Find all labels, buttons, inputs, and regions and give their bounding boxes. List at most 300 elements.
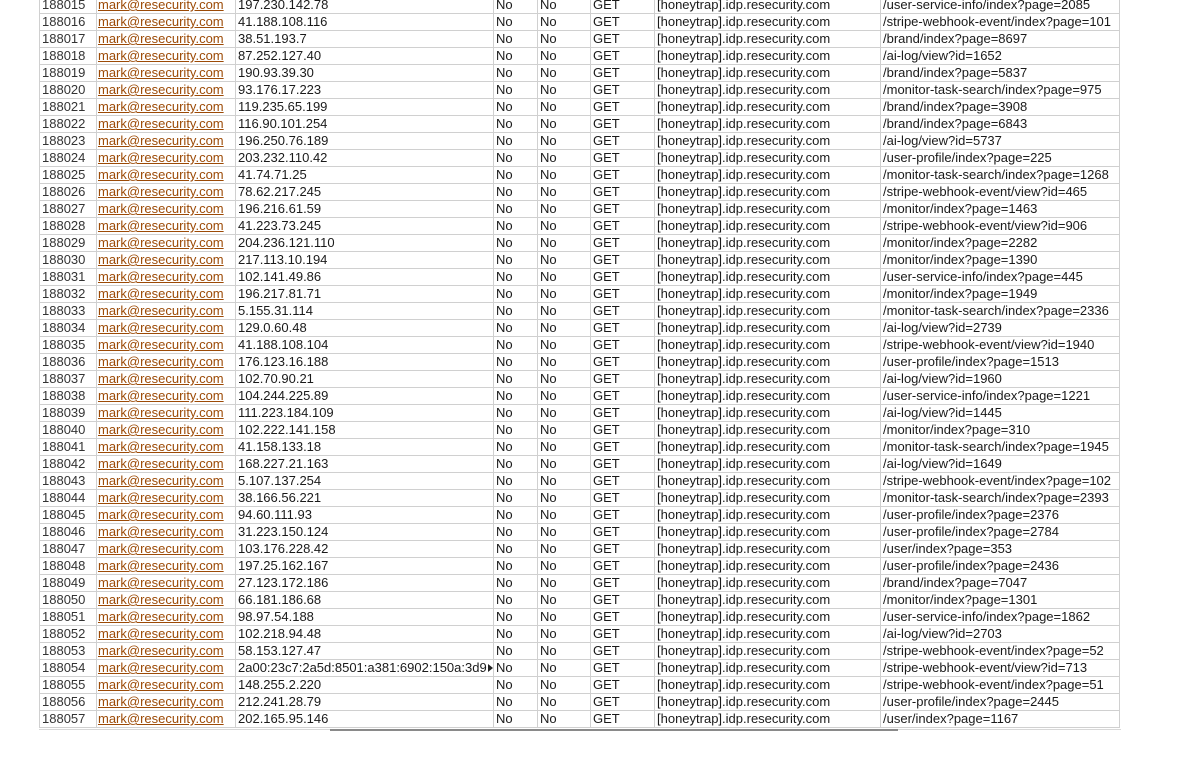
cell-request-path[interactable]	[881, 167, 1120, 184]
table-row[interactable]	[40, 0, 1120, 14]
cell-host[interactable]	[655, 609, 881, 626]
cell-request-path[interactable]	[881, 473, 1120, 490]
cell-email[interactable]	[97, 524, 236, 541]
table-row[interactable]	[40, 65, 1120, 82]
cell-email[interactable]	[97, 711, 236, 728]
cell-row-id[interactable]	[40, 660, 97, 677]
cell-request-path[interactable]	[881, 133, 1120, 150]
cell-host[interactable]	[655, 201, 881, 218]
cell-email[interactable]	[97, 473, 236, 490]
table-row[interactable]	[40, 252, 1120, 269]
cell-request-path[interactable]	[881, 507, 1120, 524]
cell-ip-address[interactable]	[236, 541, 494, 558]
cell-email[interactable]	[97, 303, 236, 320]
cell-email[interactable]	[97, 150, 236, 167]
cell-flag-a[interactable]	[494, 439, 538, 456]
email-link[interactable]: mark@resecurity.com	[98, 150, 224, 165]
cell-flag-a[interactable]	[494, 711, 538, 728]
cell-flag-b[interactable]	[538, 184, 591, 201]
cell-email[interactable]	[97, 422, 236, 439]
email-link[interactable]: mark@resecurity.com	[98, 388, 224, 403]
cell-request-path[interactable]	[881, 354, 1120, 371]
table-row[interactable]	[40, 133, 1120, 150]
table-row[interactable]	[40, 524, 1120, 541]
email-link[interactable]: mark@resecurity.com	[98, 99, 224, 114]
email-link[interactable]: mark@resecurity.com	[98, 439, 224, 454]
cell-ip-address[interactable]	[236, 99, 494, 116]
cell-row-id[interactable]	[40, 116, 97, 133]
cell-flag-a[interactable]	[494, 235, 538, 252]
cell-http-method[interactable]	[591, 82, 655, 99]
cell-ip-address[interactable]	[236, 116, 494, 133]
cell-request-path[interactable]	[881, 456, 1120, 473]
cell-host[interactable]	[655, 439, 881, 456]
cell-ip-address[interactable]	[236, 473, 494, 490]
email-link[interactable]: mark@resecurity.com	[98, 422, 224, 437]
cell-row-id[interactable]	[40, 524, 97, 541]
cell-flag-a[interactable]	[494, 694, 538, 711]
cell-flag-a[interactable]	[494, 65, 538, 82]
cell-ip-address[interactable]	[236, 558, 494, 575]
cell-http-method[interactable]	[591, 150, 655, 167]
cell-row-id[interactable]	[40, 337, 97, 354]
cell-flag-a[interactable]	[494, 252, 538, 269]
cell-host[interactable]	[655, 99, 881, 116]
email-link[interactable]: mark@resecurity.com	[98, 558, 224, 573]
cell-flag-b[interactable]	[538, 99, 591, 116]
cell-host[interactable]	[655, 626, 881, 643]
cell-http-method[interactable]	[591, 99, 655, 116]
cell-http-method[interactable]	[591, 14, 655, 31]
cell-host[interactable]	[655, 269, 881, 286]
cell-http-method[interactable]	[591, 558, 655, 575]
cell-email[interactable]	[97, 269, 236, 286]
cell-row-id[interactable]	[40, 626, 97, 643]
cell-request-path[interactable]	[881, 269, 1120, 286]
email-link[interactable]: mark@resecurity.com	[98, 456, 224, 471]
cell-request-path[interactable]	[881, 541, 1120, 558]
cell-host[interactable]	[655, 575, 881, 592]
cell-flag-b[interactable]	[538, 269, 591, 286]
cell-email[interactable]	[97, 0, 236, 14]
cell-ip-address[interactable]	[236, 269, 494, 286]
cell-request-path[interactable]	[881, 48, 1120, 65]
cell-ip-address[interactable]	[236, 337, 494, 354]
table-row[interactable]	[40, 592, 1120, 609]
cell-request-path[interactable]	[881, 626, 1120, 643]
horizontal-scrollbar[interactable]	[330, 729, 898, 731]
cell-row-id[interactable]	[40, 14, 97, 31]
cell-row-id[interactable]	[40, 269, 97, 286]
cell-request-path[interactable]	[881, 184, 1120, 201]
cell-email[interactable]	[97, 235, 236, 252]
cell-flag-a[interactable]	[494, 456, 538, 473]
cell-flag-a[interactable]	[494, 592, 538, 609]
email-link[interactable]: mark@resecurity.com	[98, 48, 224, 63]
cell-host[interactable]	[655, 150, 881, 167]
cell-ip-address[interactable]	[236, 575, 494, 592]
cell-http-method[interactable]	[591, 439, 655, 456]
cell-row-id[interactable]	[40, 575, 97, 592]
cell-request-path[interactable]	[881, 218, 1120, 235]
cell-request-path[interactable]	[881, 31, 1120, 48]
email-link[interactable]: mark@resecurity.com	[98, 609, 224, 624]
cell-http-method[interactable]	[591, 694, 655, 711]
cell-flag-a[interactable]	[494, 490, 538, 507]
cell-http-method[interactable]	[591, 0, 655, 14]
cell-flag-b[interactable]	[538, 524, 591, 541]
cell-http-method[interactable]	[591, 643, 655, 660]
cell-flag-b[interactable]	[538, 150, 591, 167]
cell-http-method[interactable]	[591, 626, 655, 643]
cell-http-method[interactable]	[591, 252, 655, 269]
cell-request-path[interactable]	[881, 0, 1120, 14]
cell-email[interactable]	[97, 218, 236, 235]
table-row[interactable]	[40, 320, 1120, 337]
cell-flag-b[interactable]	[538, 609, 591, 626]
cell-ip-address[interactable]	[236, 507, 494, 524]
cell-flag-b[interactable]	[538, 643, 591, 660]
cell-request-path[interactable]	[881, 643, 1120, 660]
cell-http-method[interactable]	[591, 201, 655, 218]
cell-host[interactable]	[655, 660, 881, 677]
cell-request-path[interactable]	[881, 252, 1120, 269]
cell-email[interactable]	[97, 48, 236, 65]
table-row[interactable]	[40, 371, 1120, 388]
table-row[interactable]	[40, 99, 1120, 116]
cell-request-path[interactable]	[881, 99, 1120, 116]
cell-email[interactable]	[97, 337, 236, 354]
email-link[interactable]: mark@resecurity.com	[98, 626, 224, 641]
cell-http-method[interactable]	[591, 371, 655, 388]
email-link[interactable]: mark@resecurity.com	[98, 252, 224, 267]
cell-flag-a[interactable]	[494, 14, 538, 31]
cell-ip-address[interactable]	[236, 711, 494, 728]
cell-email[interactable]	[97, 507, 236, 524]
cell-email[interactable]	[97, 456, 236, 473]
cell-row-id[interactable]	[40, 48, 97, 65]
cell-request-path[interactable]	[881, 592, 1120, 609]
cell-ip-address[interactable]	[236, 388, 494, 405]
cell-row-id[interactable]	[40, 507, 97, 524]
cell-ip-address[interactable]	[236, 0, 494, 14]
cell-flag-a[interactable]	[494, 388, 538, 405]
cell-flag-b[interactable]	[538, 133, 591, 150]
cell-row-id[interactable]	[40, 405, 97, 422]
cell-request-path[interactable]	[881, 371, 1120, 388]
cell-flag-b[interactable]	[538, 14, 591, 31]
table-row[interactable]	[40, 677, 1120, 694]
cell-flag-b[interactable]	[538, 541, 591, 558]
email-link[interactable]: mark@resecurity.com	[98, 65, 224, 80]
email-link[interactable]: mark@resecurity.com	[98, 82, 224, 97]
email-link[interactable]: mark@resecurity.com	[98, 133, 224, 148]
cell-flag-b[interactable]	[538, 235, 591, 252]
cell-flag-a[interactable]	[494, 473, 538, 490]
cell-http-method[interactable]	[591, 31, 655, 48]
cell-email[interactable]	[97, 439, 236, 456]
cell-host[interactable]	[655, 82, 881, 99]
cell-http-method[interactable]	[591, 524, 655, 541]
cell-flag-a[interactable]	[494, 31, 538, 48]
cell-ip-address[interactable]	[236, 524, 494, 541]
cell-email[interactable]	[97, 626, 236, 643]
cell-row-id[interactable]	[40, 609, 97, 626]
cell-row-id[interactable]	[40, 456, 97, 473]
cell-row-id[interactable]	[40, 218, 97, 235]
cell-email[interactable]	[97, 286, 236, 303]
cell-row-id[interactable]	[40, 320, 97, 337]
cell-email[interactable]	[97, 252, 236, 269]
table-row[interactable]	[40, 711, 1120, 728]
cell-row-id[interactable]	[40, 82, 97, 99]
cell-row-id[interactable]	[40, 303, 97, 320]
email-link[interactable]: mark@resecurity.com	[98, 405, 224, 420]
cell-row-id[interactable]	[40, 133, 97, 150]
table-row[interactable]	[40, 286, 1120, 303]
cell-host[interactable]	[655, 490, 881, 507]
cell-host[interactable]	[655, 286, 881, 303]
email-link[interactable]: mark@resecurity.com	[98, 541, 224, 556]
cell-http-method[interactable]	[591, 337, 655, 354]
cell-host[interactable]	[655, 677, 881, 694]
cell-ip-address[interactable]	[236, 643, 494, 660]
cell-ip-address[interactable]	[236, 609, 494, 626]
cell-host[interactable]	[655, 473, 881, 490]
cell-host[interactable]	[655, 507, 881, 524]
cell-flag-a[interactable]	[494, 167, 538, 184]
cell-http-method[interactable]	[591, 320, 655, 337]
cell-row-id[interactable]	[40, 473, 97, 490]
cell-row-id[interactable]	[40, 371, 97, 388]
cell-flag-a[interactable]	[494, 150, 538, 167]
cell-http-method[interactable]	[591, 116, 655, 133]
cell-flag-a[interactable]	[494, 507, 538, 524]
cell-flag-a[interactable]	[494, 371, 538, 388]
cell-ip-address[interactable]	[236, 150, 494, 167]
email-link[interactable]: mark@resecurity.com	[98, 507, 224, 522]
cell-http-method[interactable]	[591, 490, 655, 507]
cell-email[interactable]	[97, 133, 236, 150]
cell-email[interactable]	[97, 609, 236, 626]
cell-flag-b[interactable]	[538, 422, 591, 439]
cell-host[interactable]	[655, 218, 881, 235]
table-row[interactable]	[40, 660, 1120, 677]
table-row[interactable]	[40, 626, 1120, 643]
cell-flag-b[interactable]	[538, 592, 591, 609]
cell-flag-b[interactable]	[538, 677, 591, 694]
cell-flag-a[interactable]	[494, 0, 538, 14]
table-row[interactable]	[40, 439, 1120, 456]
cell-flag-b[interactable]	[538, 558, 591, 575]
cell-http-method[interactable]	[591, 405, 655, 422]
email-link[interactable]: mark@resecurity.com	[98, 643, 224, 658]
cell-row-id[interactable]	[40, 65, 97, 82]
cell-http-method[interactable]	[591, 541, 655, 558]
cell-email[interactable]	[97, 558, 236, 575]
cell-host[interactable]	[655, 371, 881, 388]
cell-http-method[interactable]	[591, 354, 655, 371]
email-link[interactable]: mark@resecurity.com	[98, 218, 224, 233]
cell-email[interactable]	[97, 405, 236, 422]
cell-flag-a[interactable]	[494, 354, 538, 371]
cell-flag-a[interactable]	[494, 337, 538, 354]
cell-host[interactable]	[655, 337, 881, 354]
cell-row-id[interactable]	[40, 184, 97, 201]
table-row[interactable]	[40, 490, 1120, 507]
cell-request-path[interactable]	[881, 82, 1120, 99]
table-row[interactable]	[40, 150, 1120, 167]
cell-flag-a[interactable]	[494, 82, 538, 99]
email-link[interactable]: mark@resecurity.com	[98, 286, 224, 301]
cell-row-id[interactable]	[40, 150, 97, 167]
table-row[interactable]	[40, 218, 1120, 235]
email-link[interactable]: mark@resecurity.com	[98, 167, 224, 182]
cell-host[interactable]	[655, 592, 881, 609]
cell-flag-b[interactable]	[538, 303, 591, 320]
cell-flag-a[interactable]	[494, 422, 538, 439]
cell-row-id[interactable]	[40, 711, 97, 728]
cell-flag-b[interactable]	[538, 337, 591, 354]
cell-request-path[interactable]	[881, 286, 1120, 303]
cell-flag-b[interactable]	[538, 0, 591, 14]
cell-flag-a[interactable]	[494, 524, 538, 541]
cell-row-id[interactable]	[40, 252, 97, 269]
cell-flag-a[interactable]	[494, 320, 538, 337]
cell-http-method[interactable]	[591, 575, 655, 592]
cell-flag-b[interactable]	[538, 320, 591, 337]
cell-flag-a[interactable]	[494, 184, 538, 201]
cell-ip-address[interactable]	[236, 48, 494, 65]
cell-flag-b[interactable]	[538, 575, 591, 592]
cell-flag-b[interactable]	[538, 218, 591, 235]
cell-http-method[interactable]	[591, 609, 655, 626]
cell-flag-a[interactable]	[494, 218, 538, 235]
cell-flag-b[interactable]	[538, 660, 591, 677]
cell-flag-b[interactable]	[538, 507, 591, 524]
cell-row-id[interactable]	[40, 388, 97, 405]
cell-flag-b[interactable]	[538, 626, 591, 643]
cell-row-id[interactable]	[40, 643, 97, 660]
cell-flag-a[interactable]	[494, 201, 538, 218]
table-row[interactable]	[40, 609, 1120, 626]
cell-flag-b[interactable]	[538, 252, 591, 269]
cell-email[interactable]	[97, 660, 236, 677]
cell-ip-address[interactable]	[236, 201, 494, 218]
cell-email[interactable]	[97, 388, 236, 405]
table-row[interactable]	[40, 48, 1120, 65]
cell-email[interactable]	[97, 65, 236, 82]
cell-flag-b[interactable]	[538, 116, 591, 133]
cell-ip-address[interactable]	[236, 167, 494, 184]
email-link[interactable]: mark@resecurity.com	[98, 660, 224, 675]
table-row[interactable]	[40, 694, 1120, 711]
cell-request-path[interactable]	[881, 65, 1120, 82]
cell-host[interactable]	[655, 252, 881, 269]
cell-http-method[interactable]	[591, 133, 655, 150]
cell-request-path[interactable]	[881, 337, 1120, 354]
table-row[interactable]	[40, 31, 1120, 48]
table-row[interactable]	[40, 235, 1120, 252]
cell-host[interactable]	[655, 48, 881, 65]
email-link[interactable]: mark@resecurity.com	[98, 354, 224, 369]
table-row[interactable]	[40, 354, 1120, 371]
cell-request-path[interactable]	[881, 575, 1120, 592]
cell-flag-a[interactable]	[494, 643, 538, 660]
email-link[interactable]: mark@resecurity.com	[98, 116, 224, 131]
cell-flag-b[interactable]	[538, 456, 591, 473]
cell-ip-address[interactable]	[236, 439, 494, 456]
table-row[interactable]	[40, 643, 1120, 660]
cell-email[interactable]	[97, 490, 236, 507]
cell-host[interactable]	[655, 711, 881, 728]
email-link[interactable]: mark@resecurity.com	[98, 320, 224, 335]
email-link[interactable]: mark@resecurity.com	[98, 337, 224, 352]
cell-email[interactable]	[97, 14, 236, 31]
cell-ip-address[interactable]	[236, 660, 494, 677]
cell-request-path[interactable]	[881, 422, 1120, 439]
cell-http-method[interactable]	[591, 660, 655, 677]
email-link[interactable]: mark@resecurity.com	[98, 694, 224, 709]
cell-ip-address[interactable]	[236, 14, 494, 31]
table-row[interactable]	[40, 507, 1120, 524]
email-link[interactable]: mark@resecurity.com	[98, 490, 224, 505]
email-link[interactable]: mark@resecurity.com	[98, 524, 224, 539]
cell-row-id[interactable]	[40, 167, 97, 184]
cell-flag-a[interactable]	[494, 609, 538, 626]
cell-http-method[interactable]	[591, 388, 655, 405]
cell-row-id[interactable]	[40, 0, 97, 14]
cell-host[interactable]	[655, 541, 881, 558]
table-row[interactable]	[40, 473, 1120, 490]
cell-row-id[interactable]	[40, 354, 97, 371]
cell-http-method[interactable]	[591, 65, 655, 82]
cell-request-path[interactable]	[881, 235, 1120, 252]
cell-flag-b[interactable]	[538, 439, 591, 456]
cell-row-id[interactable]	[40, 439, 97, 456]
cell-ip-address[interactable]	[236, 405, 494, 422]
cell-http-method[interactable]	[591, 303, 655, 320]
table-row[interactable]	[40, 269, 1120, 286]
cell-host[interactable]	[655, 694, 881, 711]
cell-http-method[interactable]	[591, 473, 655, 490]
cell-ip-address[interactable]	[236, 694, 494, 711]
cell-email[interactable]	[97, 592, 236, 609]
cell-http-method[interactable]	[591, 218, 655, 235]
cell-flag-b[interactable]	[538, 694, 591, 711]
cell-ip-address[interactable]	[236, 490, 494, 507]
table-row[interactable]	[40, 82, 1120, 99]
cell-flag-b[interactable]	[538, 48, 591, 65]
cell-flag-a[interactable]	[494, 541, 538, 558]
cell-host[interactable]	[655, 116, 881, 133]
email-link[interactable]: mark@resecurity.com	[98, 14, 224, 29]
cell-host[interactable]	[655, 558, 881, 575]
table-row[interactable]	[40, 405, 1120, 422]
cell-row-id[interactable]	[40, 422, 97, 439]
table-row[interactable]	[40, 14, 1120, 31]
email-link[interactable]: mark@resecurity.com	[98, 303, 224, 318]
cell-http-method[interactable]	[591, 422, 655, 439]
cell-host[interactable]	[655, 320, 881, 337]
email-link[interactable]: mark@resecurity.com	[98, 235, 224, 250]
cell-request-path[interactable]	[881, 405, 1120, 422]
email-link[interactable]: mark@resecurity.com	[98, 0, 224, 12]
cell-host[interactable]	[655, 0, 881, 14]
cell-ip-address[interactable]	[236, 320, 494, 337]
cell-request-path[interactable]	[881, 558, 1120, 575]
table-row[interactable]	[40, 337, 1120, 354]
